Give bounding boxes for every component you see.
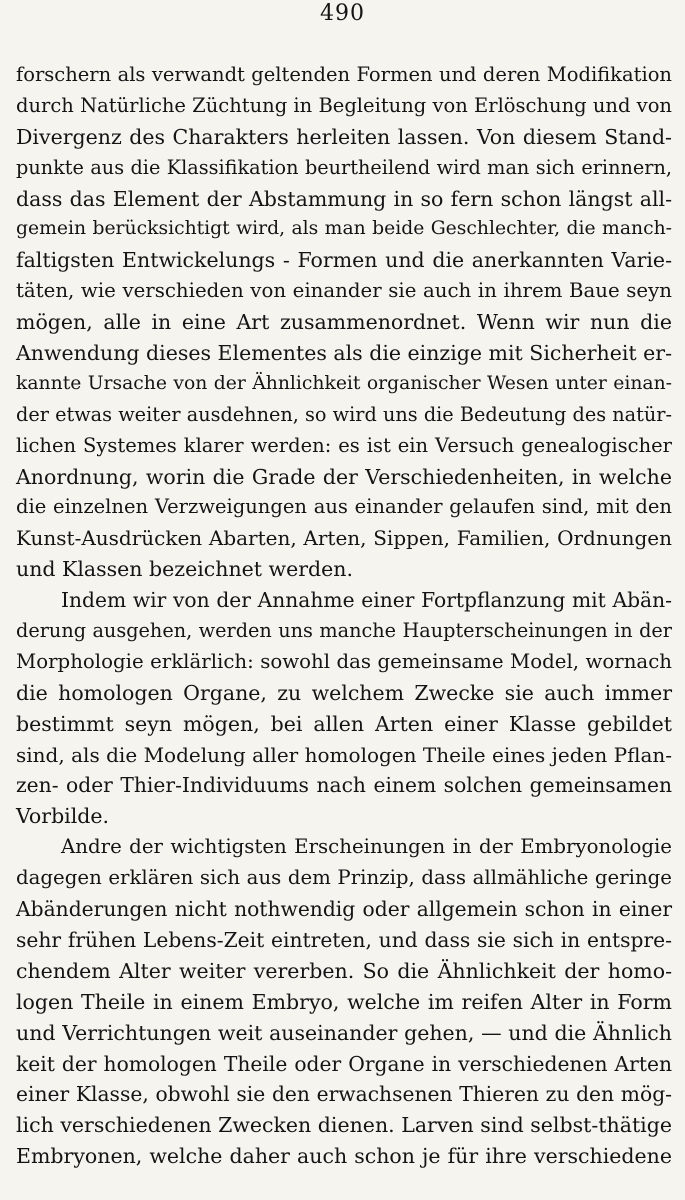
text-line: und Verrichtungen weit auseinander gehen, — und die Ähnlich bbox=[16, 1020, 672, 1045]
text-line: punkte aus die Klassifikation beurtheilend wird man sich erinnern, bbox=[16, 155, 672, 179]
text-line: einer Klasse, obwohl sie den erwachsenen Thieren zu den mög- bbox=[16, 1082, 672, 1107]
text-line: derung ausgehen, werden uns manche Haupterscheinungen in der bbox=[16, 619, 672, 643]
paragraph-embryology bbox=[16, 832, 672, 1172]
text-line: mögen, alle in eine Art zusammenordnet. Wenn wir nun die bbox=[16, 310, 672, 335]
text-line: die homologen Organe, zu welchem Zwecke sie auch immer bbox=[16, 680, 672, 705]
text-line: forschern als verwandt geltenden Formen und deren Modifikation bbox=[16, 63, 672, 86]
body-text bbox=[16, 60, 672, 1172]
paragraph-classification bbox=[16, 60, 672, 585]
text-line: sehr frühen Lebens-Zeit eintreten, und dass sie sich in entspre- bbox=[16, 927, 672, 952]
text-line: Abänderungen nicht nothwendig oder allgemein schon in einer bbox=[16, 897, 672, 922]
text-line: Anordnung, worin die Grade der Verschiedenheiten, in welche bbox=[16, 464, 672, 489]
text-line: der etwas weiter ausdehnen, so wird uns die Bedeutung des natür- bbox=[16, 402, 672, 426]
paragraph-morphology bbox=[16, 585, 672, 832]
text-line: sind, als die Modelung aller homologen Theile eines jeden Pflan- bbox=[16, 742, 672, 767]
text-line: täten, wie verschieden von einander sie auch in ihrem Baue seyn bbox=[16, 279, 672, 303]
text-line: logen Theile in einem Embryo, welche im reifen Alter in Form bbox=[16, 989, 672, 1014]
text-line: Anwendung dieses Elementes als die einzige mit Sicherheit er- bbox=[16, 341, 673, 366]
text-line: bestimmt seyn mögen, bei allen Arten einer Klasse gebildet bbox=[16, 711, 672, 736]
text-line: keit der homologen Theile oder Organe in verschiedenen Arten bbox=[16, 1051, 672, 1076]
text-line: lichen Systemes klarer werden: es ist ein Versuch genealogischer bbox=[16, 433, 672, 457]
text-line: Andre der wichtigsten Erscheinungen in der Embryonologie bbox=[61, 835, 672, 859]
text-line: dagegen erklären sich aus dem Prinzip, dass allmähliche geringe bbox=[16, 866, 672, 890]
text-line: und Klassen bezeichnet werden. bbox=[16, 557, 353, 582]
text-line: Indem wir von der Annahme einer Fortpflanzung mit Abän- bbox=[61, 588, 672, 613]
text-line: gemein berücksichtigt wird, als man beide Geschlechter, die manch- bbox=[16, 218, 672, 240]
text-line: chendem Alter weiter vererben. So die Ähnlichkeit der homo- bbox=[16, 958, 672, 983]
text-line: faltigsten Entwickelungs - Formen und die anerkannten Varie- bbox=[16, 248, 672, 273]
text-line: Morphologie erklärlich: sowohl das gemeinsame Model, wornach bbox=[16, 649, 672, 673]
text-line: lich verschiedenen Zwecken dienen. Larven sind selbst-thätige bbox=[16, 1113, 672, 1138]
text-line: durch Natürliche Züchtung in Begleitung von Erlöschung und von bbox=[16, 93, 672, 117]
text-line: Embryonen, welche daher auch schon je für ihre verschiedene bbox=[16, 1144, 672, 1169]
page-number: 490 bbox=[320, 1, 365, 26]
text-line: zen- oder Thier-Individuums nach einem solchen gemeinsamen bbox=[16, 773, 672, 798]
text-line: kannte Ursache von der Ähnlichkeit organischer Wesen unter einan- bbox=[16, 372, 672, 394]
text-line: Vorbilde. bbox=[16, 804, 110, 829]
text-line: dass das Element der Abstammung in so fern schon längst all- bbox=[16, 186, 672, 211]
text-line: Kunst-Ausdrücken Abarten, Arten, Sippen, Familien, Ordnungen bbox=[16, 526, 672, 551]
text-line: die einzelnen Verzweigungen aus einander gelaufen sind, mit den bbox=[16, 495, 672, 519]
text-line: Divergenz des Charakters herleiten lassen. Von diesem Stand- bbox=[16, 124, 672, 149]
